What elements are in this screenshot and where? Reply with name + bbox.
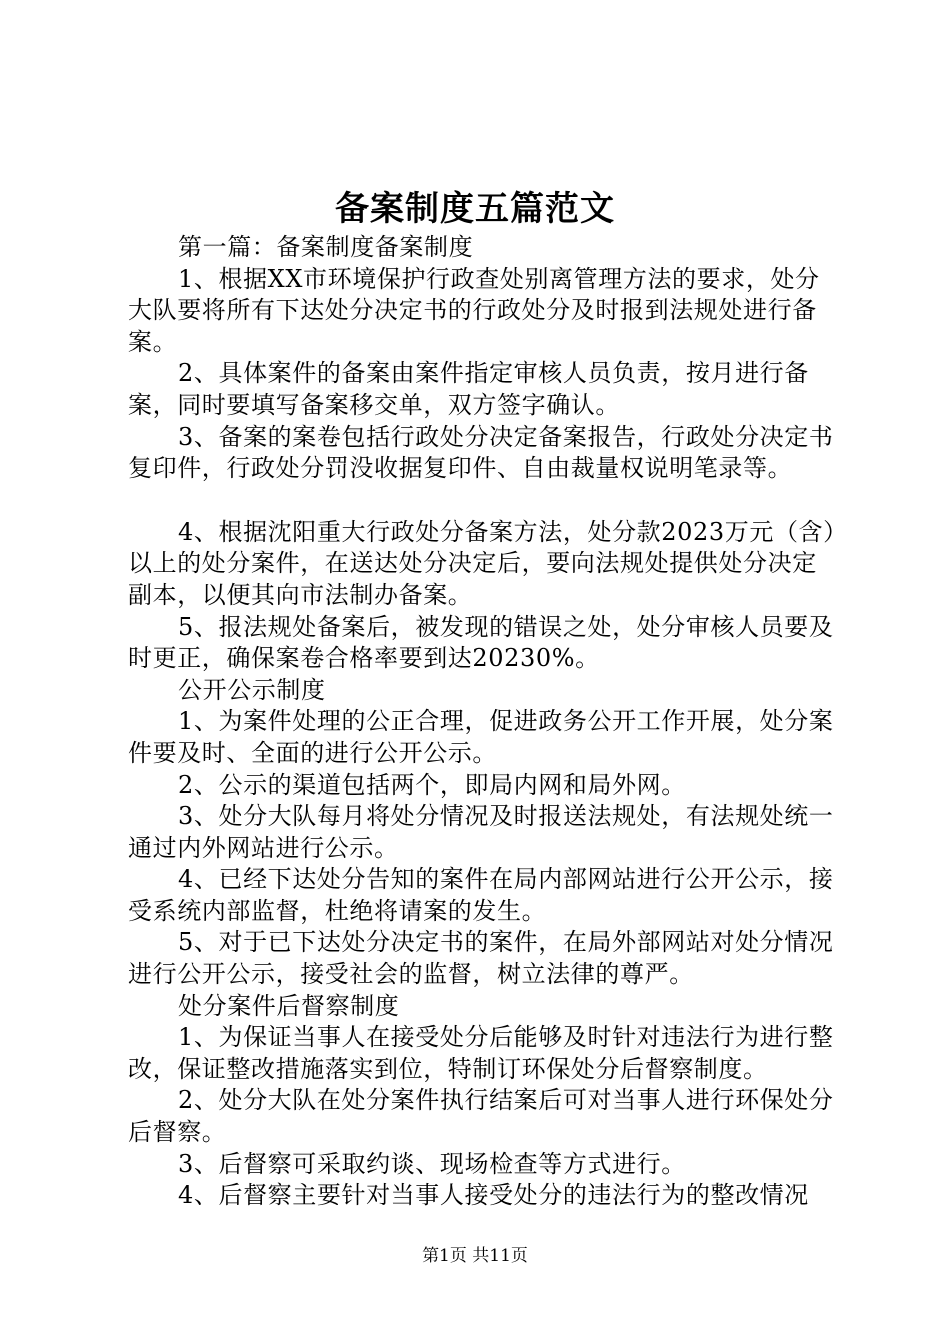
paragraph: 4、后督察主要针对当事人接受处分的违法行为的整改情况 bbox=[178, 1181, 809, 1210]
paragraph: 3、后督察可采取约谈、现场检查等方式进行。 bbox=[178, 1149, 686, 1178]
paragraph: 3、备案的案卷包括行政处分决定备案报告，行政处分决定书复印件，行政处分罚没收据复印件、自由裁量权说明笔录等。 bbox=[128, 422, 834, 483]
section-heading: 第一篇：备案制度备案制度 bbox=[178, 233, 474, 261]
paragraph: 5、对于已下达处分决定书的案件，在局外部网站对处分情况进行公开公示，接受社会的监督，树立法律的尊严。 bbox=[128, 928, 834, 989]
section-heading: 处分案件后督察制度 bbox=[178, 991, 400, 1020]
paragraph: 1、为案件处理的公正合理，促进政务公开工作开展，处分案件要及时、全面的进行公开公示。 bbox=[128, 707, 834, 767]
document-body bbox=[128, 232, 838, 1212]
paragraph: 1、为保证当事人在接受处分后能够及时针对违法行为进行整改，保证整改措施落实到位，特制订环保处分后督察制度。 bbox=[128, 1023, 834, 1083]
paragraph: 5、报法规处备案后，被发现的错误之处，处分审核人员要及时更正，确保案卷合格率要到达20230%。 bbox=[128, 612, 834, 673]
page-number: 第1页 共11页 bbox=[422, 1246, 528, 1266]
paragraph: 2、具体案件的备案由案件指定审核人员负责，按月进行备案，同时要填写备案移交单，双方签字确认。 bbox=[128, 359, 809, 419]
document-title: 备案制度五篇范文 bbox=[335, 189, 615, 229]
paragraph: 3、处分大队每月将处分情况及时报送法规处，有法规处统一通过内外网站进行公示。 bbox=[128, 802, 834, 862]
paragraph: 2、公示的渠道包括两个，即局内网和局外网。 bbox=[178, 770, 686, 799]
paragraph: 4、根据沈阳重大行政处分备案方法，处分款2023万元（含）以上的处分案件，在送达处分决定后，要向法规处提供处分决定副本，以便其向市法制办备案。 bbox=[128, 517, 836, 609]
section-heading: 公开公示制度 bbox=[178, 675, 326, 704]
paragraph: 2、处分大队在处分案件执行结案后可对当事人进行环保处分后督察。 bbox=[128, 1086, 834, 1147]
paragraph: 4、已经下达处分告知的案件在局内部网站进行公开公示，接受系统内部监督，杜绝将请案的发生。 bbox=[128, 865, 834, 925]
paragraph: 1、根据XX市环境保护行政查处别离管理方法的要求，处分大队要将所有下达处分决定书的行政处分及时报到法规处进行备案。 bbox=[128, 264, 820, 356]
